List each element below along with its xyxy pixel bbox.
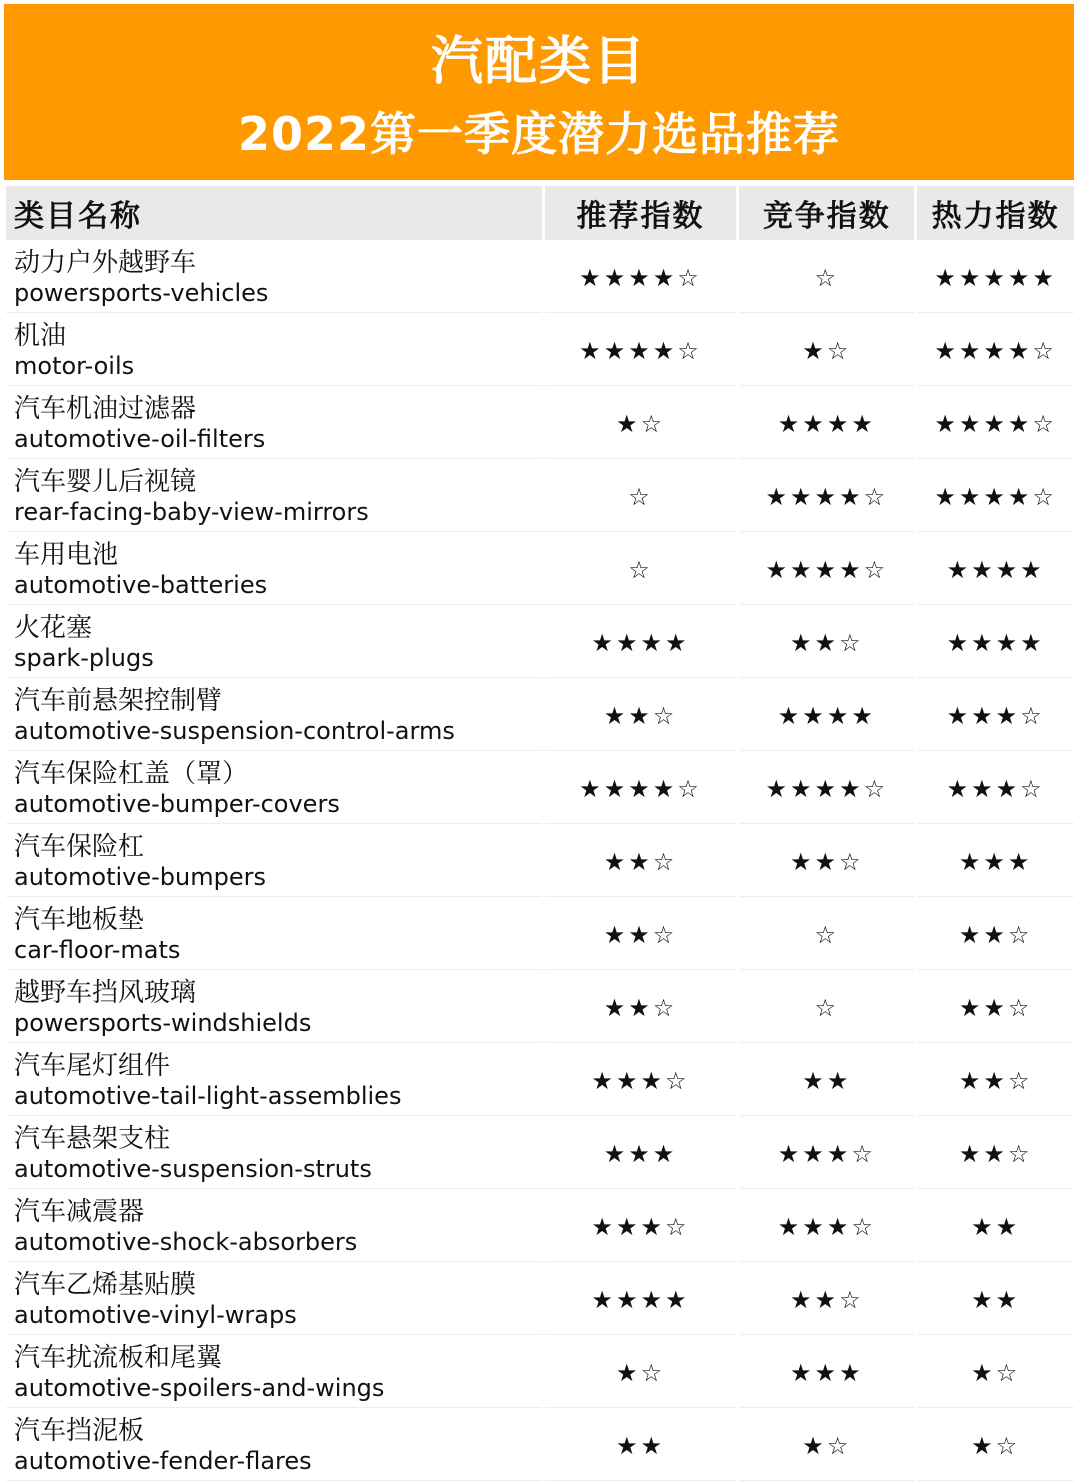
heat-index-rating: ★★☆	[958, 1139, 1033, 1168]
competition-index-rating: ☆	[814, 920, 840, 949]
table-row	[6, 827, 1074, 897]
recommend-index-rating: ★★☆	[603, 701, 678, 730]
competition-index-rating: ★★★	[790, 1358, 864, 1387]
table-row	[6, 462, 1074, 532]
heat-index-rating-cell	[917, 1119, 1074, 1189]
category-slug-en: motor-oils	[14, 352, 135, 380]
heat-index-rating-cell	[917, 1192, 1074, 1262]
recommend-index-rating-cell	[545, 243, 737, 313]
competition-index-rating-cell	[739, 1265, 914, 1335]
competition-index-rating-cell	[739, 827, 914, 897]
heat-index-rating-cell	[917, 900, 1074, 970]
recommend-index-rating: ★★☆	[603, 847, 678, 876]
competition-index-rating-cell	[739, 1192, 914, 1262]
heat-index-rating-cell	[917, 316, 1074, 386]
recommend-index-rating-cell	[545, 535, 737, 605]
recommend-index-rating: ★★★★☆	[579, 336, 702, 365]
competition-index-rating: ★★☆	[790, 1285, 864, 1314]
category-name-cn: 汽车挡泥板	[14, 1416, 145, 1446]
category-name-cell	[6, 900, 542, 970]
category-slug-en: automotive-fender-flares	[14, 1447, 312, 1475]
category-name-cn: 汽车减震器	[14, 1197, 145, 1227]
category-name-cn: 汽车前悬架控制臂	[14, 686, 223, 716]
recommend-index-rating-cell	[545, 900, 737, 970]
heat-index-rating: ★★★	[958, 847, 1033, 876]
competition-index-rating-cell	[739, 681, 914, 751]
category-slug-en: automotive-batteries	[14, 571, 268, 599]
recommend-index-rating: ★★★☆	[591, 1212, 690, 1241]
heat-index-rating: ★★☆	[958, 993, 1033, 1022]
category-table	[3, 183, 1077, 1484]
category-name-cn: 汽车地板垫	[14, 905, 145, 935]
category-name-cn: 机油	[14, 321, 67, 351]
recommend-index-rating-cell	[545, 973, 737, 1043]
category-name-cn: 越野车挡风玻璃	[14, 978, 197, 1008]
heat-index-rating-cell	[917, 243, 1074, 313]
recommend-index-rating: ☆	[628, 555, 653, 584]
category-name-cell	[6, 1192, 542, 1262]
competition-index-rating-cell	[739, 973, 914, 1043]
recommend-index-rating-cell	[545, 827, 737, 897]
heat-index-rating: ★★☆	[958, 1066, 1033, 1095]
column-header-recommend-index: 推荐指数	[545, 186, 737, 240]
recommend-index-rating-cell	[545, 1192, 737, 1262]
category-name-cell	[6, 1265, 542, 1335]
heat-index-rating: ★★★★	[946, 628, 1045, 657]
recommend-index-rating-cell	[545, 1119, 737, 1189]
recommend-index-rating: ☆	[628, 482, 653, 511]
category-slug-en: spark-plugs	[14, 644, 154, 672]
competition-index-rating: ☆	[814, 993, 840, 1022]
competition-index-rating: ★★★★☆	[765, 482, 889, 511]
title-banner	[4, 4, 1074, 180]
competition-index-rating-cell	[739, 243, 914, 313]
category-name-cn: 汽车乙烯基贴膜	[14, 1270, 197, 1300]
category-slug-en: automotive-bumpers	[14, 863, 266, 891]
recommend-index-rating-cell	[545, 681, 737, 751]
heat-index-rating-cell	[917, 1265, 1074, 1335]
recommend-index-rating-cell	[545, 389, 737, 459]
category-name-cn: 车用电池	[14, 540, 119, 570]
column-header-category-name: 类目名称	[6, 186, 542, 240]
heat-index-rating: ★★	[971, 1212, 1021, 1241]
category-name-cell	[6, 389, 542, 459]
recommend-index-rating: ★☆	[615, 409, 665, 438]
competition-index-rating: ★★★★☆	[765, 555, 889, 584]
heat-index-rating-cell	[917, 608, 1074, 678]
heat-index-rating: ★★★★☆	[934, 482, 1057, 511]
category-slug-en: powersports-windshields	[14, 1009, 312, 1037]
category-slug-en: automotive-shock-absorbers	[14, 1228, 358, 1256]
recommend-index-rating-cell	[545, 754, 737, 824]
category-name-cn: 汽车保险杠盖（罩）	[14, 759, 249, 789]
category-slug-en: powersports-vehicles	[14, 279, 269, 307]
category-slug-en: automotive-tail-light-assemblies	[14, 1082, 402, 1110]
competition-index-rating-cell	[739, 1338, 914, 1408]
competition-index-rating-cell	[739, 900, 914, 970]
recommend-index-rating: ★★☆	[603, 920, 678, 949]
heat-index-rating-cell	[917, 827, 1074, 897]
recommend-index-rating-cell	[545, 1338, 737, 1408]
competition-index-rating: ★★	[802, 1066, 852, 1095]
heat-index-rating-cell	[917, 389, 1074, 459]
competition-index-rating-cell	[739, 389, 914, 459]
competition-index-rating: ★★☆	[790, 628, 864, 657]
heat-index-rating: ★★	[971, 1285, 1021, 1314]
table-row	[6, 1411, 1074, 1481]
recommend-index-rating-cell	[545, 462, 737, 532]
recommend-index-rating-cell	[545, 316, 737, 386]
recommend-index-rating-cell	[545, 1411, 737, 1481]
competition-index-rating: ★★★★	[777, 701, 876, 730]
category-slug-en: car-floor-mats	[14, 936, 181, 964]
category-name-cell	[6, 973, 542, 1043]
competition-index-rating: ★★★☆	[777, 1139, 876, 1168]
recommend-index-rating: ★★★	[603, 1139, 678, 1168]
table-row	[6, 973, 1074, 1043]
category-name-cn: 汽车婴儿后视镜	[14, 467, 197, 497]
table-row	[6, 1265, 1074, 1335]
recommend-index-rating-cell	[545, 1046, 737, 1116]
category-slug-en: automotive-suspension-control-arms	[14, 717, 455, 745]
competition-index-rating: ★★★★	[777, 409, 876, 438]
recommend-index-rating: ★★★★	[591, 1285, 690, 1314]
heat-index-rating-cell	[917, 462, 1074, 532]
category-name-cell	[6, 681, 542, 751]
table-row	[6, 900, 1074, 970]
recommend-index-rating: ★★☆	[603, 993, 678, 1022]
category-slug-en: automotive-spoilers-and-wings	[14, 1374, 385, 1402]
category-name-cell	[6, 1411, 542, 1481]
table-row	[6, 1192, 1074, 1262]
category-name-cell	[6, 1046, 542, 1116]
competition-index-rating: ★★★★☆	[765, 774, 889, 803]
heat-index-rating: ★☆	[971, 1431, 1021, 1460]
heat-index-rating-cell	[917, 1046, 1074, 1116]
category-name-cn: 火花塞	[14, 613, 93, 643]
competition-index-rating: ★☆	[802, 336, 852, 365]
competition-index-rating-cell	[739, 754, 914, 824]
category-slug-en: automotive-vinyl-wraps	[14, 1301, 297, 1329]
recommend-index-rating: ★★★★☆	[579, 263, 702, 292]
recommend-index-rating: ★★★★	[591, 628, 690, 657]
category-name-cell	[6, 1338, 542, 1408]
category-name-cell	[6, 608, 542, 678]
category-name-cn: 动力户外越野车	[14, 248, 197, 278]
category-name-cn: 汽车扰流板和尾翼	[14, 1343, 223, 1373]
category-slug-en: automotive-oil-filters	[14, 425, 266, 453]
page-subtitle: 2022第一季度潜力选品推荐	[237, 107, 841, 161]
table-row	[6, 1338, 1074, 1408]
table-row	[6, 1046, 1074, 1116]
category-slug-en: rear-facing-baby-view-mirrors	[14, 498, 369, 526]
category-name-cn: 汽车悬架支柱	[14, 1124, 171, 1154]
category-name-cn: 汽车机油过滤器	[14, 394, 197, 424]
competition-index-rating-cell	[739, 1119, 914, 1189]
heat-index-rating-cell	[917, 681, 1074, 751]
table-row	[6, 681, 1074, 751]
heat-index-rating-cell	[917, 973, 1074, 1043]
category-name-cell	[6, 1119, 542, 1189]
competition-index-rating: ★★★☆	[777, 1212, 876, 1241]
heat-index-rating: ★★★★	[946, 555, 1045, 584]
recommend-index-rating: ★★★☆	[591, 1066, 690, 1095]
category-name-cell	[6, 535, 542, 605]
category-name-cn: 汽车保险杠	[14, 832, 145, 862]
category-name-cell	[6, 462, 542, 532]
table-row	[6, 608, 1074, 678]
category-name-cell	[6, 316, 542, 386]
competition-index-rating-cell	[739, 608, 914, 678]
heat-index-rating: ★★★★☆	[934, 336, 1057, 365]
category-name-cn: 汽车尾灯组件	[14, 1051, 171, 1081]
recommend-index-rating-cell	[545, 1265, 737, 1335]
table-header-row	[6, 186, 1074, 240]
heat-index-rating-cell	[917, 1411, 1074, 1481]
competition-index-rating-cell	[739, 462, 914, 532]
category-name-cell	[6, 243, 542, 313]
heat-index-rating: ★★★★☆	[934, 409, 1057, 438]
column-header-heat-index: 热力指数	[917, 186, 1074, 240]
competition-index-rating-cell	[739, 316, 914, 386]
recommend-index-rating: ★★	[615, 1431, 665, 1460]
competition-index-rating-cell	[739, 1046, 914, 1116]
competition-index-rating-cell	[739, 1411, 914, 1481]
heat-index-rating-cell	[917, 1338, 1074, 1408]
heat-index-rating: ★★★☆	[946, 701, 1045, 730]
table-row	[6, 316, 1074, 386]
heat-index-rating: ★★★★★	[934, 263, 1057, 292]
heat-index-rating-cell	[917, 535, 1074, 605]
heat-index-rating: ★★☆	[958, 920, 1033, 949]
table-row	[6, 535, 1074, 605]
category-slug-en: automotive-suspension-struts	[14, 1155, 372, 1183]
competition-index-rating-cell	[739, 535, 914, 605]
table-row	[6, 1119, 1074, 1189]
table-row	[6, 754, 1074, 824]
category-slug-en: automotive-bumper-covers	[14, 790, 340, 818]
competition-index-rating: ★☆	[802, 1431, 852, 1460]
competition-index-rating: ★★☆	[790, 847, 864, 876]
category-name-cell	[6, 754, 542, 824]
column-header-competition-index: 竞争指数	[739, 186, 914, 240]
recommend-index-rating: ★★★★☆	[579, 774, 702, 803]
heat-index-rating: ★★★☆	[946, 774, 1045, 803]
table-row	[6, 389, 1074, 459]
page-title: 汽配类目	[430, 32, 647, 92]
recommend-index-rating: ★☆	[615, 1358, 665, 1387]
category-name-cell	[6, 827, 542, 897]
competition-index-rating: ☆	[814, 263, 840, 292]
recommend-index-rating-cell	[545, 608, 737, 678]
table-row	[6, 243, 1074, 313]
heat-index-rating-cell	[917, 754, 1074, 824]
heat-index-rating: ★☆	[971, 1358, 1021, 1387]
